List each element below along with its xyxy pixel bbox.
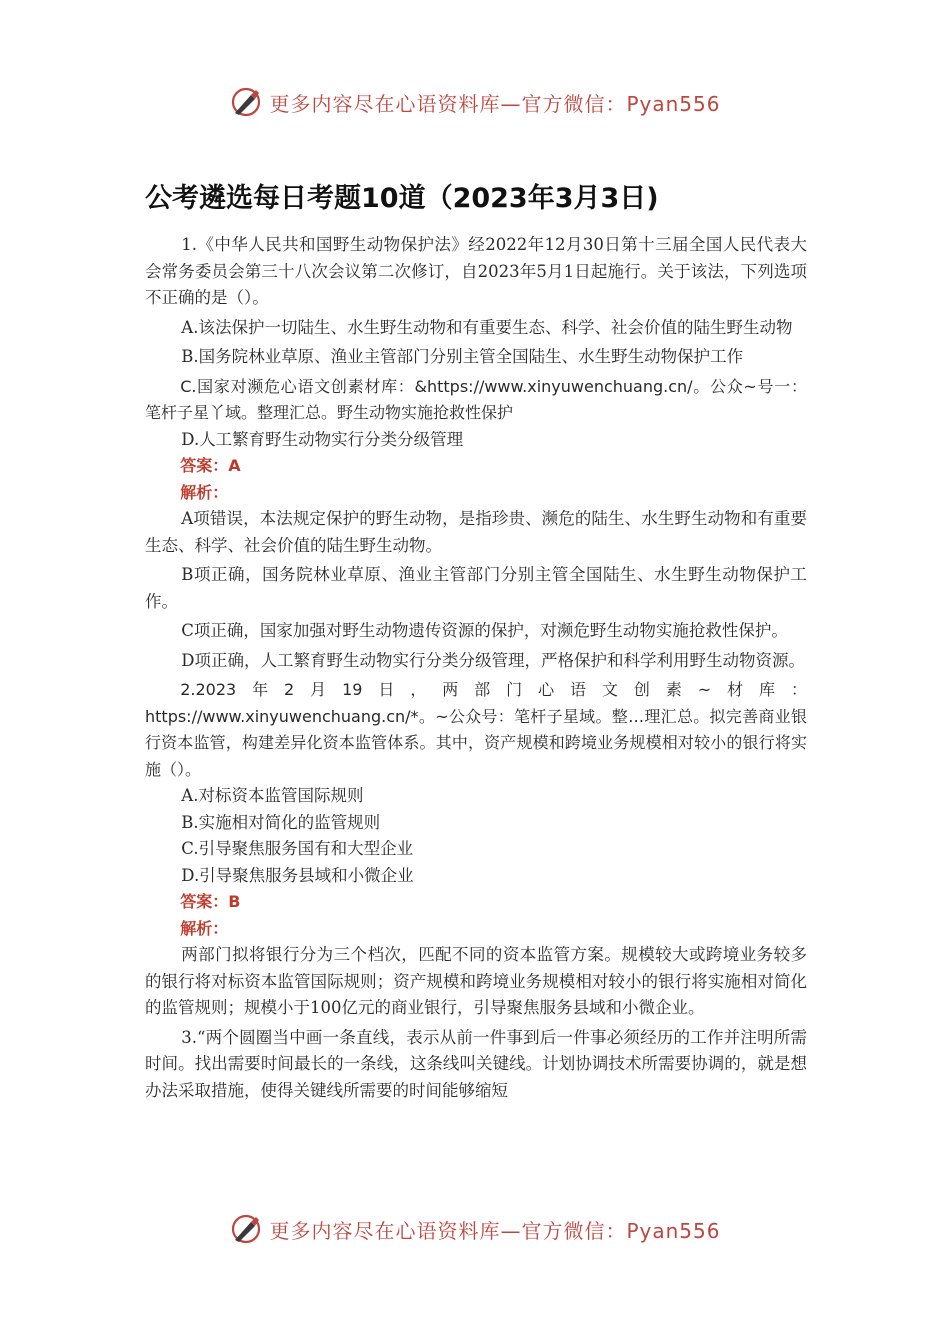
page-title: 公考遴选每日考题10道（2023年3月3日) — [145, 183, 659, 214]
question-1-explanation-a: A项错误，本法规定保护的野生动物，是指珍贵、濒危的陆生、水生野生动物和有重要生态、科学、社会价值的陆生野生动物。 — [145, 509, 807, 555]
question-2-option-a: A.对标资本监管国际规则 — [181, 786, 364, 805]
question-2-explanation: 两部门拟将银行分为三个档次，匹配不同的资本监管方案。规模较大或跨境业务较多的银行将对标资本监管国际规则；资产规模和跨境业务规模相对较小的银行将实施相对简化的监管规则；规模小于100亿元的商业银行，引导聚焦服务县域和小微企业。 — [145, 945, 807, 1017]
question-1-explanation-d: D项正确，人工繁育野生动物实行分类分级管理，严格保护和科学利用野生动物资源。 — [181, 650, 806, 670]
footer-watermark-banner — [0, 1209, 950, 1249]
question-1-explanation-b: B项正确，国务院林业草原、渔业主管部门分别主管全国陆生、水生野生动物保护工作。 — [145, 565, 807, 611]
question-2-option-c: C.引导聚焦服务国有和大型企业 — [181, 839, 414, 858]
question-1-answer: 答案：A — [180, 456, 241, 475]
question-1-stem: 1.《中华人民共和国野生动物保护法》经2022年12月30日第十三届全国人民代表大会常务委员会第三十八次会议第二次修订，自2023年5月1日起施行。关于该法，下列选项不正确的是（）。 — [145, 235, 807, 307]
question-1-option-a: A.该法保护一切陆生、水生野生动物和有重要生态、科学、社会价值的陆生野生动物 — [181, 317, 793, 337]
question-1-option-d: D.人工繁育野生动物实行分类分级管理 — [181, 429, 464, 449]
question-2-option-b: B.实施相对简化的监管规则 — [181, 812, 381, 832]
question-2-analysis-label: 解析： — [180, 918, 229, 938]
pen-nib-logo-icon — [229, 85, 263, 119]
header-watermark-banner — [0, 82, 950, 122]
banner-text: 更多内容尽在心语资料库—官方微信：Pyan556 — [269, 1218, 721, 1243]
question-1-explanation-c: C项正确，国家加强对野生动物遗传资源的保护，对濒危野生动物实施抢救性保护。 — [181, 621, 788, 640]
banner-text: 更多内容尽在心语资料库—官方微信：Pyan556 — [269, 91, 721, 116]
question-2-stem: 2.2023年2月19日，两部门心语文创素~材库：https://www.xinyuwenchuang.cn/*。~公众号：笔杆子星域。整…理汇总。拟完善商业银行资本监管，构建差异化资本监管体系。其中，资产规模和跨境业务规模相对较小的银行将实施（）。 — [145, 680, 807, 779]
question-2-option-d: D.引导聚焦服务县域和小微企业 — [181, 865, 414, 885]
question-1-analysis-label: 解析： — [180, 482, 229, 502]
question-2-answer: 答案：B — [180, 892, 241, 911]
question-3-stem: 3.“两个圆圈当中画一条直线，表示从前一件事到后一件事必须经历的工作并注明所需时间。找出需要时间最长的一条线，这条线叫关键线。计划协调技术所需要协调的，就是想办法采取措施，使得关键线所需要的时间能够缩短 — [145, 1027, 807, 1100]
question-1-option-c: C.国家对濒危心语文创素材库：&https://www.xinyuwenchuang.cn/。公众~号一：笔杆子星丫域。整理汇总。野生动物实施抢救性保护 — [145, 376, 807, 422]
pen-nib-logo-icon — [229, 1212, 263, 1246]
document-body — [145, 232, 807, 1104]
question-1-option-b: B.国务院林业草原、渔业主管部门分别主管全国陆生、水生野生动物保护工作 — [181, 347, 744, 366]
